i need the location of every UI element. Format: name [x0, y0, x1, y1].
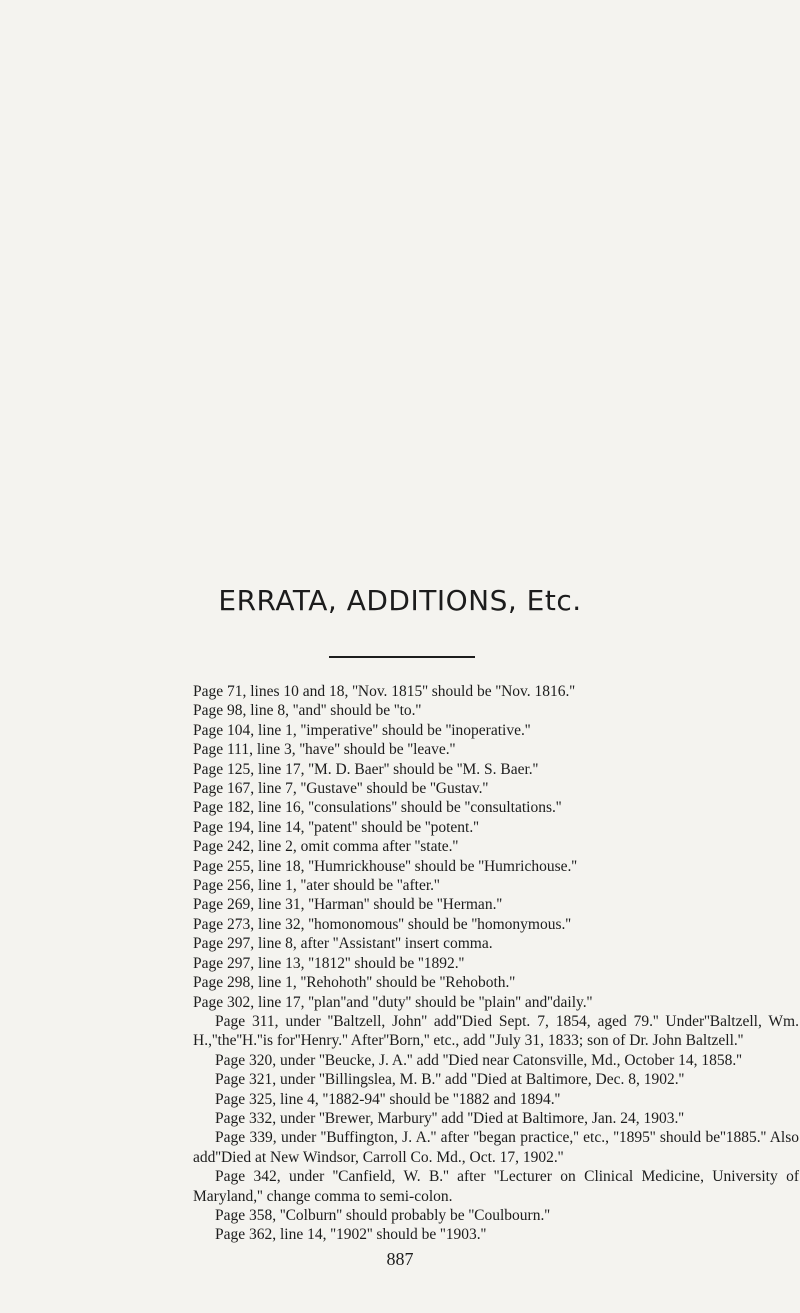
errata-entry: Page 194, line 14, ''patent'' should be ''potent.'' — [193, 818, 479, 836]
errata-entry: Page 325, line 4, ''1882-94'' should be ''1882 and 1894.'' — [215, 1090, 561, 1108]
errata-entry: Page 339, under ''Buffington, J. A.'' after ''began practice,'' etc., ''1895'' should be''1885.'' Also add''Died at New Windsor, Carroll Co. Md., Oct. 17, 1902.'' — [193, 1129, 799, 1166]
errata-entry: Page 98, line 8, ''and'' should be ''to.'' — [193, 702, 422, 720]
errata-entry: Page 311, under ''Baltzell, John'' add''Died Sept. 7, 1854, aged 79.'' Under''Baltzell, Wm. H.,''the''H.''is for''Henry.'' After''Born,'' etc., add ''July 31, 1833; son of Dr. John Baltzell.'' — [193, 1012, 799, 1050]
errata-entry: Page 297, line 8, after ''Assistant'' insert comma. — [193, 935, 493, 953]
errata-entry: Page 358, ''Colburn'' should probably be ''Coulbourn.'' — [215, 1206, 550, 1224]
errata-entry: Page 297, line 13, ''1812'' should be ''1892.'' — [193, 954, 465, 972]
page-title: ERRATA, ADDITIONS, Etc. — [218, 584, 582, 617]
errata-entry: Page 167, line 7, ''Gustave'' should be ''Gustav.'' — [193, 780, 489, 798]
errata-entry: Page 321, under ''Billingslea, M. B.'' add ''Died at Baltimore, Dec. 8, 1902.'' — [215, 1071, 685, 1089]
errata-entry: Page 269, line 31, ''Harman'' should be ''Herman.'' — [193, 896, 503, 914]
errata-entry: Page 332, under ''Brewer, Marbury'' add ''Died at Baltimore, Jan. 24, 1903.'' — [215, 1109, 684, 1127]
errata-entry: Page 182, line 16, ''consulations'' should be ''consultations.'' — [193, 799, 562, 817]
errata-entry: Page 362, line 14, ''1902'' should be ''1903.'' — [215, 1226, 487, 1244]
errata-entry: Page 298, line 1, ''Rehohoth'' should be ''Rehoboth.'' — [193, 974, 515, 992]
title-rule — [329, 656, 475, 658]
errata-entry: Page 111, line 3, ''have'' should be ''leave.'' — [193, 741, 456, 759]
errata-entry: Page 255, line 18, ''Humrickhouse'' should be ''Humrichouse.'' — [193, 857, 577, 875]
errata-entry: Page 104, line 1, ''imperative'' should be ''inoperative.'' — [193, 721, 531, 739]
errata-entry: Page 342, under ''Canfield, W. B.'' after ''Lecturer on Clinical Medicine, University of Maryland,'' change comma to semi-colon. — [193, 1168, 799, 1205]
errata-entry: Page 242, line 2, omit comma after ''state.'' — [193, 838, 459, 856]
errata-entry: Page 320, under ''Beucke, J. A.'' add ''Died near Catonsville, Md., October 14, 1858.'' — [215, 1051, 742, 1069]
errata-entry: Page 256, line 1, ''ater should be ''after.'' — [193, 877, 440, 895]
errata-entry: Page 71, lines 10 and 18, ''Nov. 1815'' should be ''Nov. 1816.'' — [193, 683, 575, 700]
errata-entry: Page 125, line 17, ''M. D. Baer'' should be ''M. S. Baer.'' — [193, 760, 539, 778]
page-number: 887 — [386, 1249, 414, 1269]
errata-entry: Page 273, line 32, ''homonomous'' should be ''homonymous.'' — [193, 915, 571, 933]
errata-list — [193, 682, 799, 1245]
errata-entry: Page 302, line 17, ''plan''and ''duty'' should be ''plain'' and''daily.'' — [193, 993, 593, 1011]
